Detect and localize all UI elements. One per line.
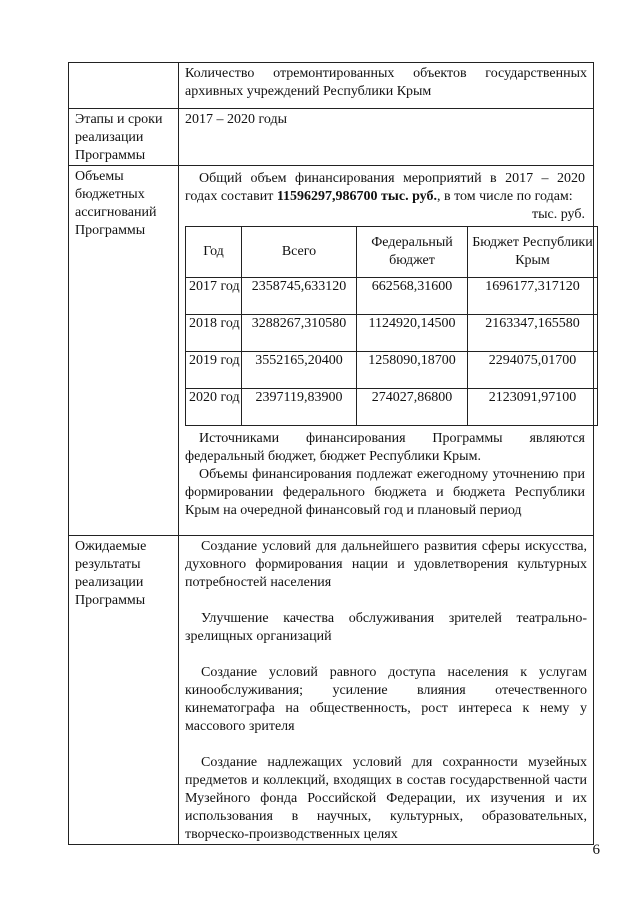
- financing-intro-after: , в том числе по годам:: [437, 189, 573, 204]
- row-content-cell: [179, 166, 594, 536]
- cell-federal: 274027,86800: [357, 389, 468, 426]
- budget-label: Объемы бюджетных ассигнований Программы: [75, 169, 157, 238]
- cell-total: 3552165,20400: [242, 352, 357, 389]
- results-list: [179, 536, 593, 844]
- row-content-cell: [179, 536, 594, 845]
- financing-notes: [179, 426, 593, 520]
- financing-intro: [179, 166, 593, 206]
- stages-label: Этапы и сроки реализации Программы: [75, 112, 163, 163]
- cell-federal: 662568,31600: [357, 278, 468, 315]
- row-expected-results: [69, 536, 594, 845]
- cell-total: 2358745,633120: [242, 278, 357, 315]
- cell-total: 2397119,83900: [242, 389, 357, 426]
- row-stages: [69, 109, 594, 166]
- financing-intro-before: Общий объем финансирования мероприятий в 2017 – 2020 годах составит: [185, 171, 585, 204]
- table-row: [186, 389, 598, 426]
- list-item: Создание надлежащих условий для сохранности музейных предметов и коллекций, входящих в состав государственной части Музейного фонда Российской Федерации, их изучения и их использования в научных, культурных, образовательных, творческо-производственных целях: [185, 755, 587, 842]
- row-content-cell: [179, 63, 594, 109]
- units-label: тыс. руб.: [532, 207, 585, 222]
- financing-clarify-note: Объемы финансирования подлежат ежегодному уточнению при формировании федерального бюджета и бюджета Республики Крым на очередной финансовый год и плановый период: [185, 467, 585, 518]
- cell-crimea: 2163347,165580: [468, 315, 598, 352]
- row-content-cell: [179, 109, 594, 166]
- cell-year: 2019 год: [186, 352, 242, 389]
- header-crimea: Бюджет Республики Крым: [468, 227, 598, 278]
- financing-table: [185, 226, 598, 426]
- table-row: [186, 278, 598, 315]
- cell-federal: 1124920,14500: [357, 315, 468, 352]
- cell-crimea: 2123091,97100: [468, 389, 598, 426]
- header-year: Год: [186, 227, 242, 278]
- results-label: Ожидаемые результаты реализации Программы: [75, 539, 147, 608]
- header-total: Всего: [242, 227, 357, 278]
- cell-total: 3288267,310580: [242, 315, 357, 352]
- financing-table-header: [186, 227, 598, 278]
- list-item: Создание условий для дальнейшего развития сферы искусства, духовного формирования нации и удовлетворения культурных потребностей населения: [185, 539, 587, 590]
- cell-federal: 1258090,18700: [357, 352, 468, 389]
- header-federal: Федеральный бюджет: [357, 227, 468, 278]
- cell-year: 2017 год: [186, 278, 242, 315]
- table-row: [186, 315, 598, 352]
- row-label: [69, 63, 178, 65]
- stages-text: 2017 – 2020 годы: [185, 112, 288, 127]
- cell-year: 2018 год: [186, 315, 242, 352]
- row-label-cell: [69, 109, 179, 166]
- financing-total-amount: 11596297,986700 тыс. руб.: [276, 189, 437, 204]
- row-label-cell: [69, 536, 179, 845]
- row-budget: [69, 166, 594, 536]
- list-item: Улучшение качества обслуживания зрителей театрально-зрелищных организаций: [185, 611, 587, 644]
- program-passport-table: [68, 62, 594, 845]
- row-label-cell: [69, 166, 179, 536]
- page-number: 6: [592, 842, 600, 858]
- list-item: Создание условий равного доступа населения к услугам кинообслуживания; усиление влияния отечественного кинематографа на общественность, рост интереса к нему у массового зрителя: [185, 665, 587, 734]
- cell-crimea: 2294075,01700: [468, 352, 598, 389]
- row-repaired-objects: [69, 63, 594, 109]
- cell-year: 2020 год: [186, 389, 242, 426]
- financing-sources-note: Источниками финансирования Программы являются федеральный бюджет, бюджет Республики Крым.: [185, 431, 585, 464]
- cell-crimea: 1696177,317120: [468, 278, 598, 315]
- repaired-objects-text: Количество отремонтированных объектов государственных архивных учреждений Республики Крым: [185, 66, 587, 99]
- table-row: [186, 352, 598, 389]
- row-label-cell: [69, 63, 179, 109]
